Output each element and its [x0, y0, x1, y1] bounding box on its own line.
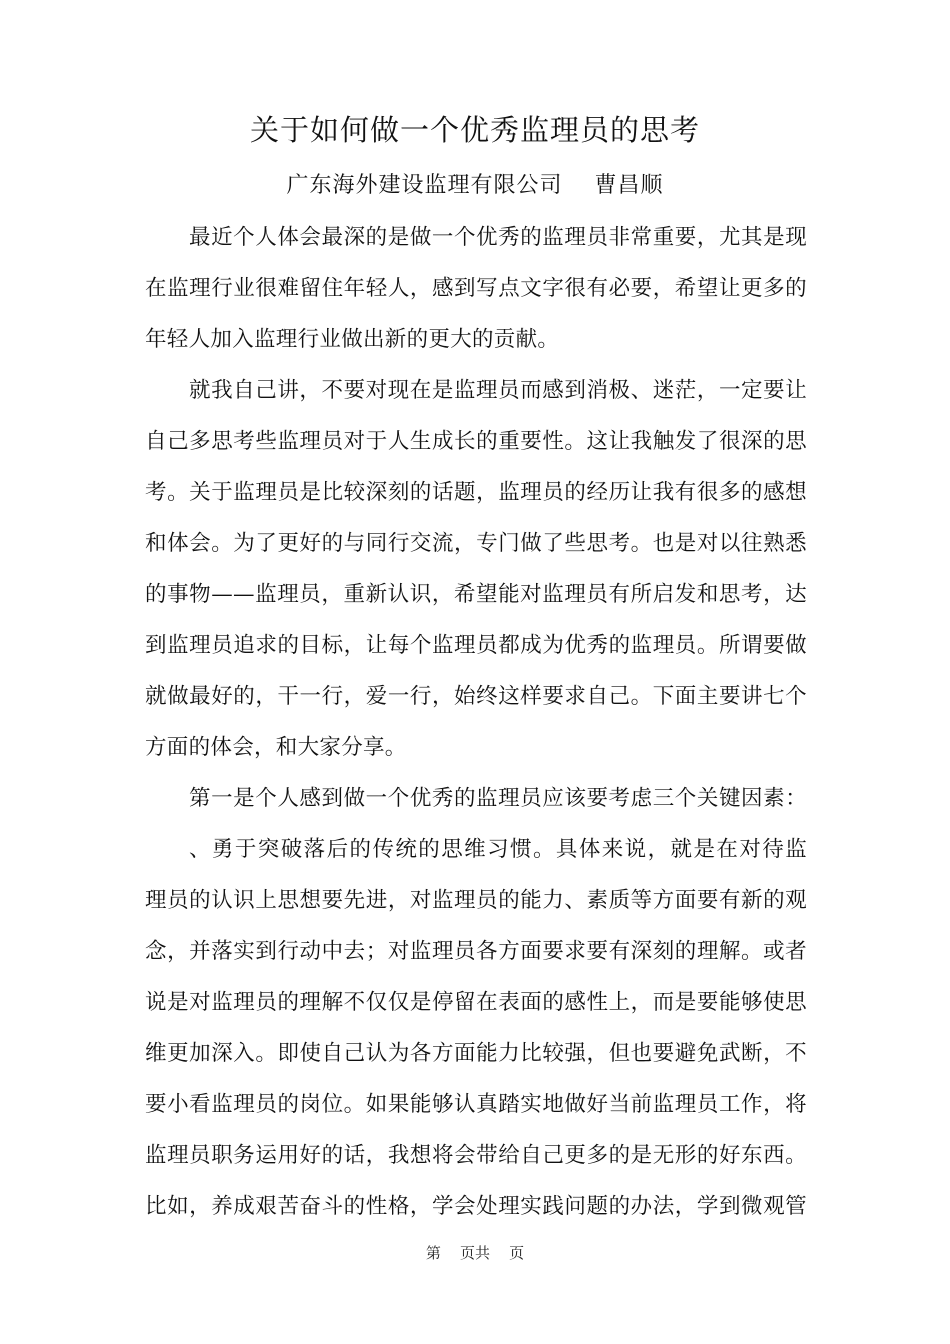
- paragraph-line: 考。关于监理员是比较深刻的话题，监理员的经历让我有很多的感想: [145, 480, 807, 505]
- paragraph-line: 最近个人体会最深的是做一个优秀的监理员非常重要，尤其是现: [189, 225, 807, 250]
- paragraph-line: 方面的体会，和大家分享。: [145, 735, 407, 760]
- paragraph-line: 念，并落实到行动中去；对监理员各方面要求要有深刻的理解。或者: [145, 939, 807, 964]
- paragraph-line: 维更加深入。即使自己认为各方面能力比较强，但也要避免武断，不: [145, 1041, 807, 1066]
- paragraph-line: 说是对监理员的理解不仅仅是停留在表面的感性上，而是要能够使思: [145, 990, 807, 1015]
- page-footer: 第 页共 页: [425, 1244, 525, 1262]
- document-author-line: 广东海外建设监理有限公司 曹昌顺: [286, 173, 664, 198]
- paragraph-line: 的事物——监理员，重新认识，希望能对监理员有所启发和思考，达: [145, 582, 807, 607]
- paragraph-line: 理员的认识上思想要先进，对监理员的能力、素质等方面要有新的观: [145, 888, 807, 913]
- paragraph-line: 比如，养成艰苦奋斗的性格，学会处理实践问题的办法，学到微观管: [145, 1194, 807, 1219]
- paragraph-line: 到监理员追求的目标，让每个监理员都成为优秀的监理员。所谓要做: [145, 633, 807, 658]
- paragraph-line: 、勇于突破落后的传统的思维习惯。具体来说，就是在对待监: [189, 837, 807, 862]
- paragraph-line: 就做最好的，干一行，爱一行，始终这样要求自己。下面主要讲七个: [145, 684, 807, 709]
- paragraph-line: 要小看监理员的岗位。如果能够认真踏实地做好当前监理员工作，将: [145, 1092, 807, 1117]
- document-body: [145, 212, 807, 1232]
- paragraph-line: 和体会。为了更好的与同行交流，专门做了些思考。也是对以往熟悉: [145, 531, 807, 556]
- paragraph-line: 年轻人加入监理行业做出新的更大的贡献。: [145, 327, 560, 352]
- paragraph-line: 自己多思考些监理员对于人生成长的重要性。这让我触发了很深的思: [145, 429, 807, 454]
- paragraph-line: 就我自己讲，不要对现在是监理员而感到消极、迷茫，一定要让: [189, 378, 807, 403]
- paragraph-line: 监理员职务运用好的话，我想将会带给自己更多的是无形的好东西。: [145, 1143, 807, 1168]
- paragraph-line: 在监理行业很难留住年轻人，感到写点文字很有必要，希望让更多的: [145, 276, 807, 301]
- paragraph-line: 第一是个人感到做一个优秀的监理员应该要考虑三个关键因素：: [189, 786, 807, 811]
- document-title: 关于如何做一个优秀监理员的思考: [249, 113, 700, 147]
